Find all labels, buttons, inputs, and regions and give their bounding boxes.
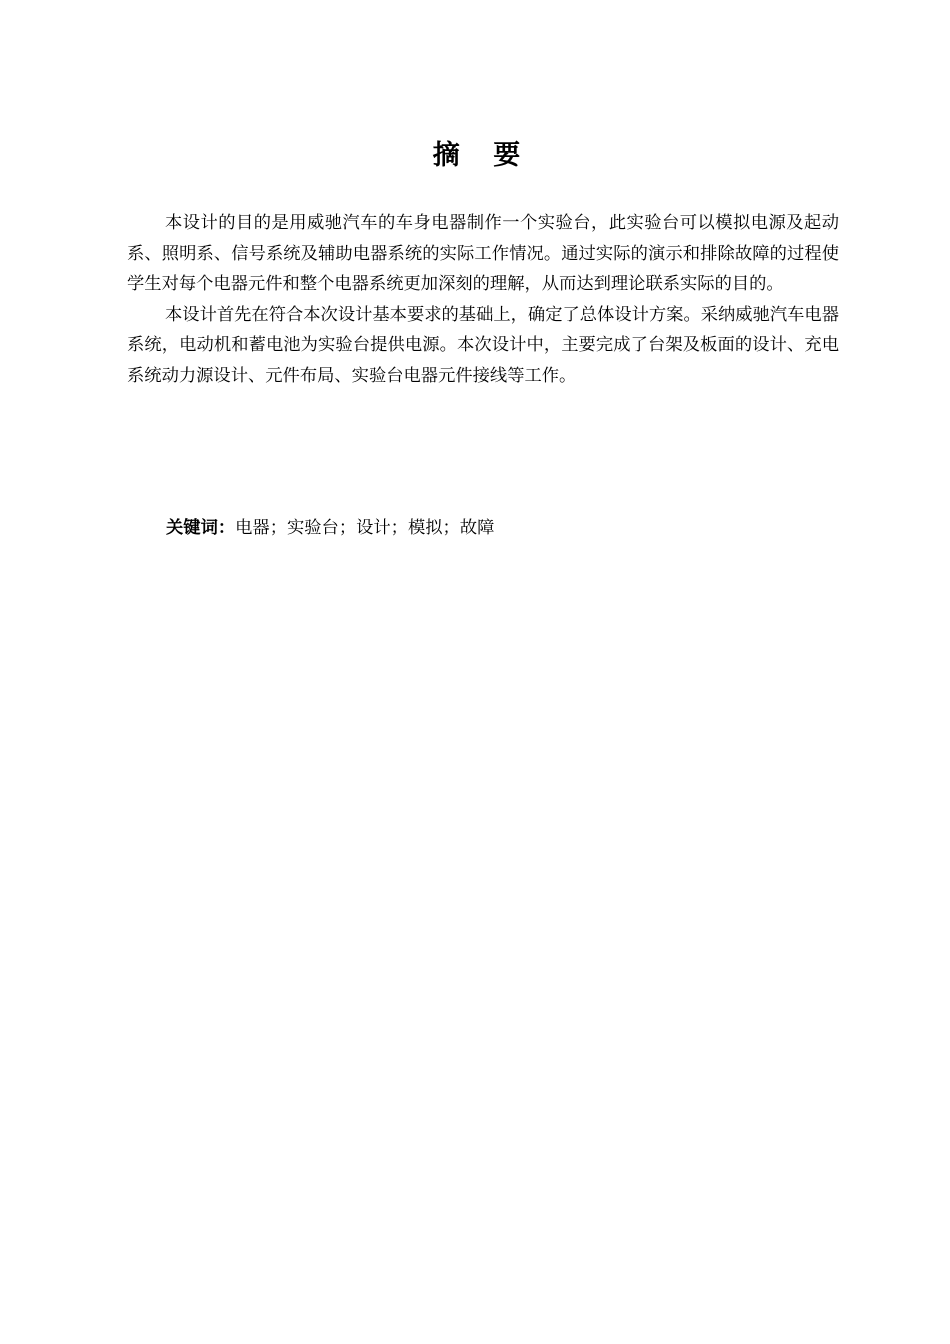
page-title: 摘 要	[432, 140, 533, 171]
abstract-body	[127, 208, 839, 391]
abstract-paragraph-1: 本设计的目的是用威驰汽车的车身电器制作一个实验台，此实验台可以模拟电源及起动系、照明系、信号系统及辅助电器系统的实际工作情况。通过实际的演示和排除故障的过程使学生对每个电器元件和整个电器系统更加深刻的理解，从而达到理论联系实际的目的。	[127, 213, 839, 294]
keywords-text: 电器；实验台；设计；模拟；故障	[235, 518, 495, 538]
keywords-label: 关键词：	[166, 518, 236, 538]
abstract-paragraph-2: 本设计首先在符合本次设计基本要求的基础上，确定了总体设计方案。采纳威驰汽车电器系统，电动机和蓄电池为实验台提供电源。本次设计中，主要完成了台架及板面的设计、充电系统动力源设计、元件布局、实验台电器元件接线等工作。	[127, 304, 839, 386]
keywords-line	[166, 513, 846, 543]
